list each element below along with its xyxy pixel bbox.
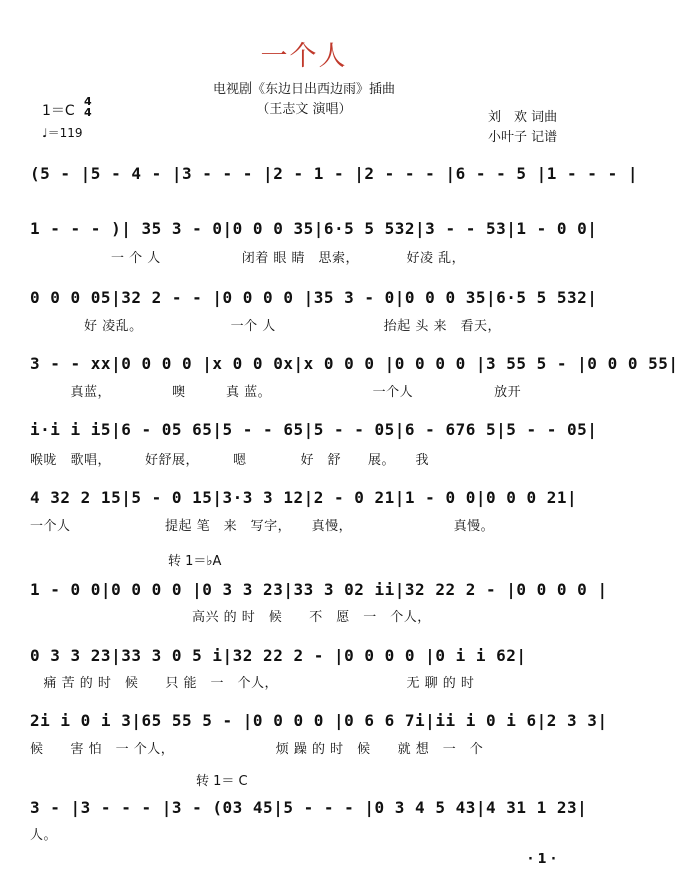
song-title: 一个人 xyxy=(260,41,348,72)
staff-10-notes: 3 - |3 - - - |3 - (03 45|5 - - - |0 3 4 5 43|4 31 1 23| xyxy=(30,798,588,817)
singer-credit: （王志文 演唱） xyxy=(256,102,352,117)
staff-5-lyrics: 喉咙 歌唱， 好舒展， 嗯 好 舒 展。 我 xyxy=(30,453,430,468)
staff-3-notes: 0 0 0 05|32 2 - - |0 0 0 0 |35 3 - 0|0 0 0 35|6·5 5 532| xyxy=(30,288,598,307)
transcriber-credit: 小叶子 记谱 xyxy=(488,130,558,145)
staff-2-notes: 1 - - - )| 35 3 - 0|0 0 0 35|6·5 5 532|3 - - 53|1 - 0 0| xyxy=(30,219,598,238)
staff-2-lyrics: 一 个 人 闭着 眼 睛 思索， 好凌 乱， xyxy=(30,251,466,266)
time-signature xyxy=(84,96,92,118)
tempo-marking: ♩＝119 xyxy=(42,126,83,140)
staff-8-notes: 0 3 3 23|33 3 0 5 i|32 22 2 - |0 0 0 0 |0 i i 62| xyxy=(30,646,527,665)
key-signature: 1＝C xyxy=(42,103,75,119)
staff-5-notes: i·i i i5|6 - 05 65|5 - - 65|5 - - 05|6 - 676 5|5 - - 05| xyxy=(30,420,598,439)
staff-8-lyrics: 痛 苦 的 时 候 只 能 一 个人， 无 聊 的 时 xyxy=(30,676,475,691)
page-number: · 1 · xyxy=(528,852,556,867)
staff-4-notes: 3 - - xx|0 0 0 0 |x 0 0 0x|x 0 0 0 |0 0 0 0 |3 55 5 - |0 0 0 55| xyxy=(30,354,679,373)
lyricist-composer-credit: 刘 欢 词曲 xyxy=(488,110,558,125)
staff-6-lyrics: 一个人 提起 笔 来 写字， 真慢， 真慢。 xyxy=(30,519,495,534)
staff-10-lyrics: 人。 xyxy=(30,828,58,843)
time-signature-top: 4 xyxy=(84,95,92,108)
staff-1-notes: (5 - |5 - 4 - |3 - - - |2 - 1 - |2 - - - |6 - - 5 |1 - - - | xyxy=(30,164,638,183)
staff-9-lyrics: 候 害 怕 一 个人， 烦 躁 的 时 候 就 想 一 个 xyxy=(30,742,484,757)
staff-3-lyrics: 好 凌乱。 一个 人 抬起 头 来 看天， xyxy=(30,319,502,334)
staff-7-notes: 1 - 0 0|0 0 0 0 |0 3 3 23|33 3 02 ii|32 22 2 - |0 0 0 0 | xyxy=(30,580,608,599)
staff-7-lyrics: 高兴 的 时 候 不 愿 一 个人， xyxy=(30,610,431,625)
modulation-mark-c: 转 1＝ C xyxy=(196,774,248,789)
time-signature-bottom: 4 xyxy=(84,106,92,119)
staff-4-lyrics: 真蓝， 噢 真 蓝。 一个人 放开 xyxy=(30,385,522,400)
staff-6-notes: 4 32 2 15|5 - 0 15|3·3 3 12|2 - 0 21|1 - 0 0|0 0 0 21| xyxy=(30,488,578,507)
modulation-mark-a-flat: 转 1＝♭A xyxy=(168,554,222,569)
song-subtitle: 电视剧《东边日出西边雨》插曲 xyxy=(212,82,395,97)
staff-9-notes: 2i i 0 i 3|65 55 5 - |0 0 0 0 |0 6 6 7i|ii i 0 i 6|2 3 3| xyxy=(30,711,608,730)
